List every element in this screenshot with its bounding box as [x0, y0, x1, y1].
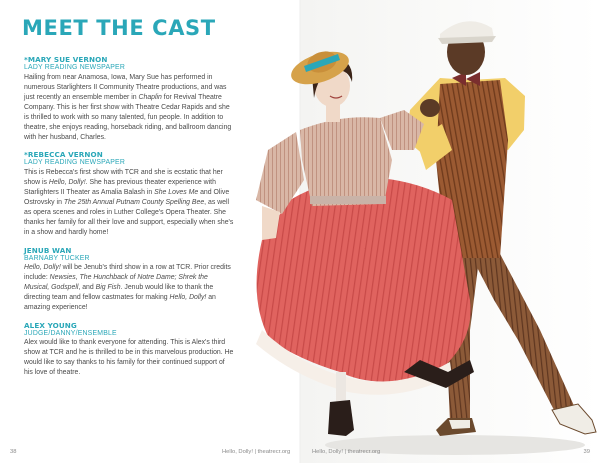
- male-right-leg: [468, 250, 575, 414]
- bio-text-run: Alex would like to thank everyone for attending. This is Alex's third show at TCR and he is thrilled to be in this marvelous production. He would like to say thanks to his family for their continued support of his love of theatre.: [24, 339, 234, 377]
- italic-title-text: The 25th Annual Putnam County Spelling Bee: [63, 199, 205, 207]
- left-running-footer: Hello, Dolly! | theatrecr.org: [222, 449, 291, 455]
- bio-text-run: This is Rebecca's first show with TCR and she is ecstatic that her show is: [24, 168, 223, 186]
- bio-text-run: . She has previous theater experience with Starlighters II Theater as Amalia Balash in: [24, 178, 216, 197]
- italic-title-text: She Loves Me: [154, 189, 199, 197]
- bio-text-run: and Olive Ostrovsky in: [24, 189, 230, 207]
- female-waistband: [310, 196, 386, 204]
- female-boot: [328, 400, 354, 436]
- cast-member-bio-text: [24, 263, 234, 313]
- cast-member-name: *MARY SUE VERNON: [24, 55, 108, 64]
- cast-bios: [24, 55, 234, 386]
- cast-member-name: ALEX YOUNG: [24, 320, 77, 330]
- cast-member-bio: [24, 321, 234, 379]
- cast-member-role: LADY READING NEWSPAPER: [24, 64, 126, 71]
- italic-title-text: Hello, Dolly!: [169, 294, 207, 302]
- male-hand: [420, 99, 440, 117]
- left-page-number: 38: [10, 449, 17, 455]
- italic-title-text: Big Fish: [95, 284, 121, 292]
- cast-member-name: JENUB WAN: [24, 245, 72, 255]
- bio-text-run: an amazing experience!: [24, 294, 216, 312]
- female-skirt: [257, 178, 471, 382]
- cast-member-name: *REBECCA VERNON: [24, 150, 103, 160]
- cast-member-bio-text: [24, 73, 234, 144]
- bio-text-run: Hailing from near Anamosa, Iowa, Mary Sue has performed in numerous Starlighters II Community Theatre productions, and was just recently an ensemble member in: [24, 73, 227, 101]
- cast-member-bio-text: [24, 338, 234, 378]
- cast-member-bio-text: [24, 168, 234, 239]
- cast-member-bio: [24, 150, 234, 238]
- cast-member-role: LADY READING NEWSPAPER: [24, 159, 126, 167]
- italic-title-text: Newsies, The Hunchback of Notre Dame; Shrek the Musical, Godspell: [24, 274, 208, 292]
- bio-text-run: will be Jenub's third show in a row at TCR. Prior credits include:: [24, 264, 231, 282]
- cast-member-bio: [24, 55, 234, 143]
- right-page-number: 39: [583, 449, 590, 455]
- cast-member-role: JUDGE/DANNY/ENSEMBLE: [24, 329, 117, 337]
- italic-title-text: Hello, Dolly!: [48, 178, 86, 186]
- male-left-shoe-spat: [449, 420, 470, 429]
- bio-text-run: , as well as opera scenes and roles in Luther College's Opera Theater. She thanks her family for all their love and support, especially when she's in a show and hardly home!: [24, 199, 234, 237]
- costumed-dancing-couple-photo: [210, 0, 600, 463]
- cast-member-role: BARNABY TUCKER: [24, 254, 90, 262]
- page-title: MEET THE CAST: [22, 16, 216, 40]
- bio-text-run: . Jenub would like to thank the directing team and fellow castmates for making: [24, 284, 214, 302]
- bio-text-run: for Revival Theatre Company. This is her first show with Theatre Cedar Rapids and she is thrilled to work with so many talented, fun people. In addition to theatre, she enjoys reading, horseback riding, and ballroom dancing with her husband, Charles.: [24, 93, 232, 142]
- female-blouse: [300, 117, 392, 206]
- italic-title-text: Hello, Dolly!: [24, 264, 61, 272]
- italic-title-text: Chaplin: [138, 93, 162, 101]
- right-running-footer: Hello, Dolly! | theatrecr.org: [312, 449, 381, 455]
- bio-text-run: , and: [78, 284, 96, 292]
- cast-member-bio: [24, 246, 234, 314]
- male-right-shoe: [552, 404, 596, 434]
